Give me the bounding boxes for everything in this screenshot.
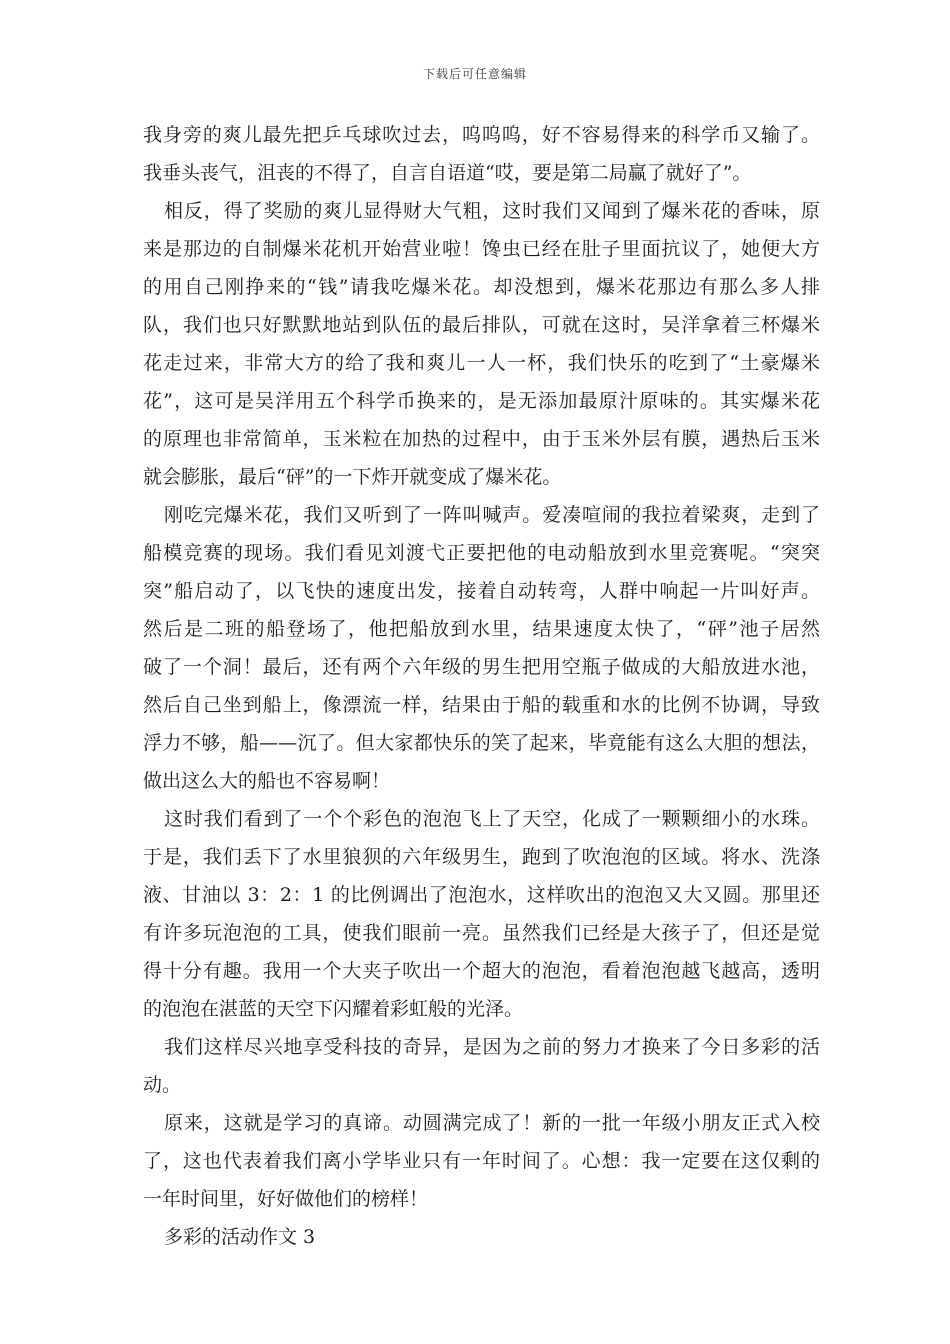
text-line: 得十分有趣。我用一个大夹子吹出一个超大的泡泡，看着泡泡越飞越高，透明 [143, 960, 820, 982]
text-line: 的泡泡在湛蓝的天空下闪耀着彩虹般的光泽。 [143, 998, 524, 1020]
text-line: 我们这样尽兴地享受科技的奇异，是因为之前的努力才换来了今日多彩的活 [164, 1036, 820, 1058]
text-line: 船模竞赛的现场。我们看见刘渡弋正要把他的电动船放到水里竞赛呢。“突突 [143, 542, 820, 564]
text-line: 刚吃完爆米花，我们又听到了一阵叫喊声。爱凑喧闹的我拉着梁爽，走到了 [164, 504, 820, 526]
text-line: 来是那边的自制爆米花机开始营业啦！馋虫已经在肚子里面抗议了，她便大方 [143, 238, 820, 260]
text-line: 队，我们也只好默默地站到队伍的最后排队，可就在这时，吴洋拿着三杯爆米 [143, 314, 820, 336]
text-line: 相反，得了奖励的爽儿显得财大气粗，这时我们又闻到了爆米花的香味，原 [164, 200, 820, 222]
text-line: 有许多玩泡泡的工具，使我们眼前一亮。虽然我们已经是大孩子了，但还是觉 [143, 922, 820, 944]
text-line: 浮力不够，船——沉了。但大家都快乐的笑了起来，毕竟能有这么大胆的想法， [143, 732, 820, 754]
text-line: 的用自己刚挣来的“钱”请我吃爆米花。却没想到，爆米花那边有那么多人排 [143, 276, 820, 298]
text-line: 突”船启动了，以飞快的速度出发，接着自动转弯，人群中响起一片叫好声。 [143, 580, 820, 602]
text-line: 原来，这就是学习的真谛。动圆满完成了！新的一批一年级小朋友正式入校 [164, 1112, 820, 1134]
text-line: 多彩的活动作文 3 [164, 1226, 316, 1248]
text-line: 花”，这可是吴洋用五个科学币换来的，是无添加最原汁原味的。其实爆米花 [143, 390, 820, 412]
text-line: 的原理也非常简单，玉米粒在加热的过程中，由于玉米外层有膜，遇热后玉米 [143, 428, 820, 450]
text-line: 我身旁的爽儿最先把乒乓球吹过去，呜呜呜，好不容易得来的科学币又输了。 [143, 124, 820, 146]
text-line: 我垂头丧气，沮丧的不得了，自言自语道“哎，要是第二局赢了就好了”。 [143, 162, 752, 184]
text-line: 了，这也代表着我们离小学毕业只有一年时间了。心想：我一定要在这仅剩的 [143, 1150, 820, 1172]
text-line: 然后是二班的船登场了，他把船放到水里，结果速度太快了，“砰”池子居然 [143, 618, 820, 640]
text-line: 液、甘油以 3：2：1 的比例调出了泡泡水，这样吹出的泡泡又大又圆。那里还 [143, 884, 820, 906]
text-line: 这时我们看到了一个个彩色的泡泡飞上了天空，化成了一颗颗细小的水珠。 [164, 808, 820, 830]
text-line: 然后自己坐到船上，像漂流一样，结果由于船的载重和水的比例不协调，导致 [143, 694, 820, 716]
text-line: 破了一个洞！最后，还有两个六年级的男生把用空瓶子做成的大船放进水池， [143, 656, 820, 678]
document-body [143, 116, 820, 1256]
text-line: 于是，我们丢下了水里狼狈的六年级男生，跑到了吹泡泡的区域。将水、洗涤 [143, 846, 820, 868]
text-line: 做出这么大的船也不容易啊！ [143, 770, 391, 792]
text-line: 动。 [143, 1074, 182, 1096]
text-line: 一年时间里，好好做他们的榜样！ [143, 1188, 429, 1210]
text-line: 花走过来，非常大方的给了我和爽儿一人一杯，我们快乐的吃到了“土豪爆米 [143, 352, 820, 374]
text-line: 就会膨胀，最后“砰”的一下炸开就变成了爆米花。 [143, 466, 562, 488]
page-header: 下载后可任意编辑 [422, 67, 527, 81]
